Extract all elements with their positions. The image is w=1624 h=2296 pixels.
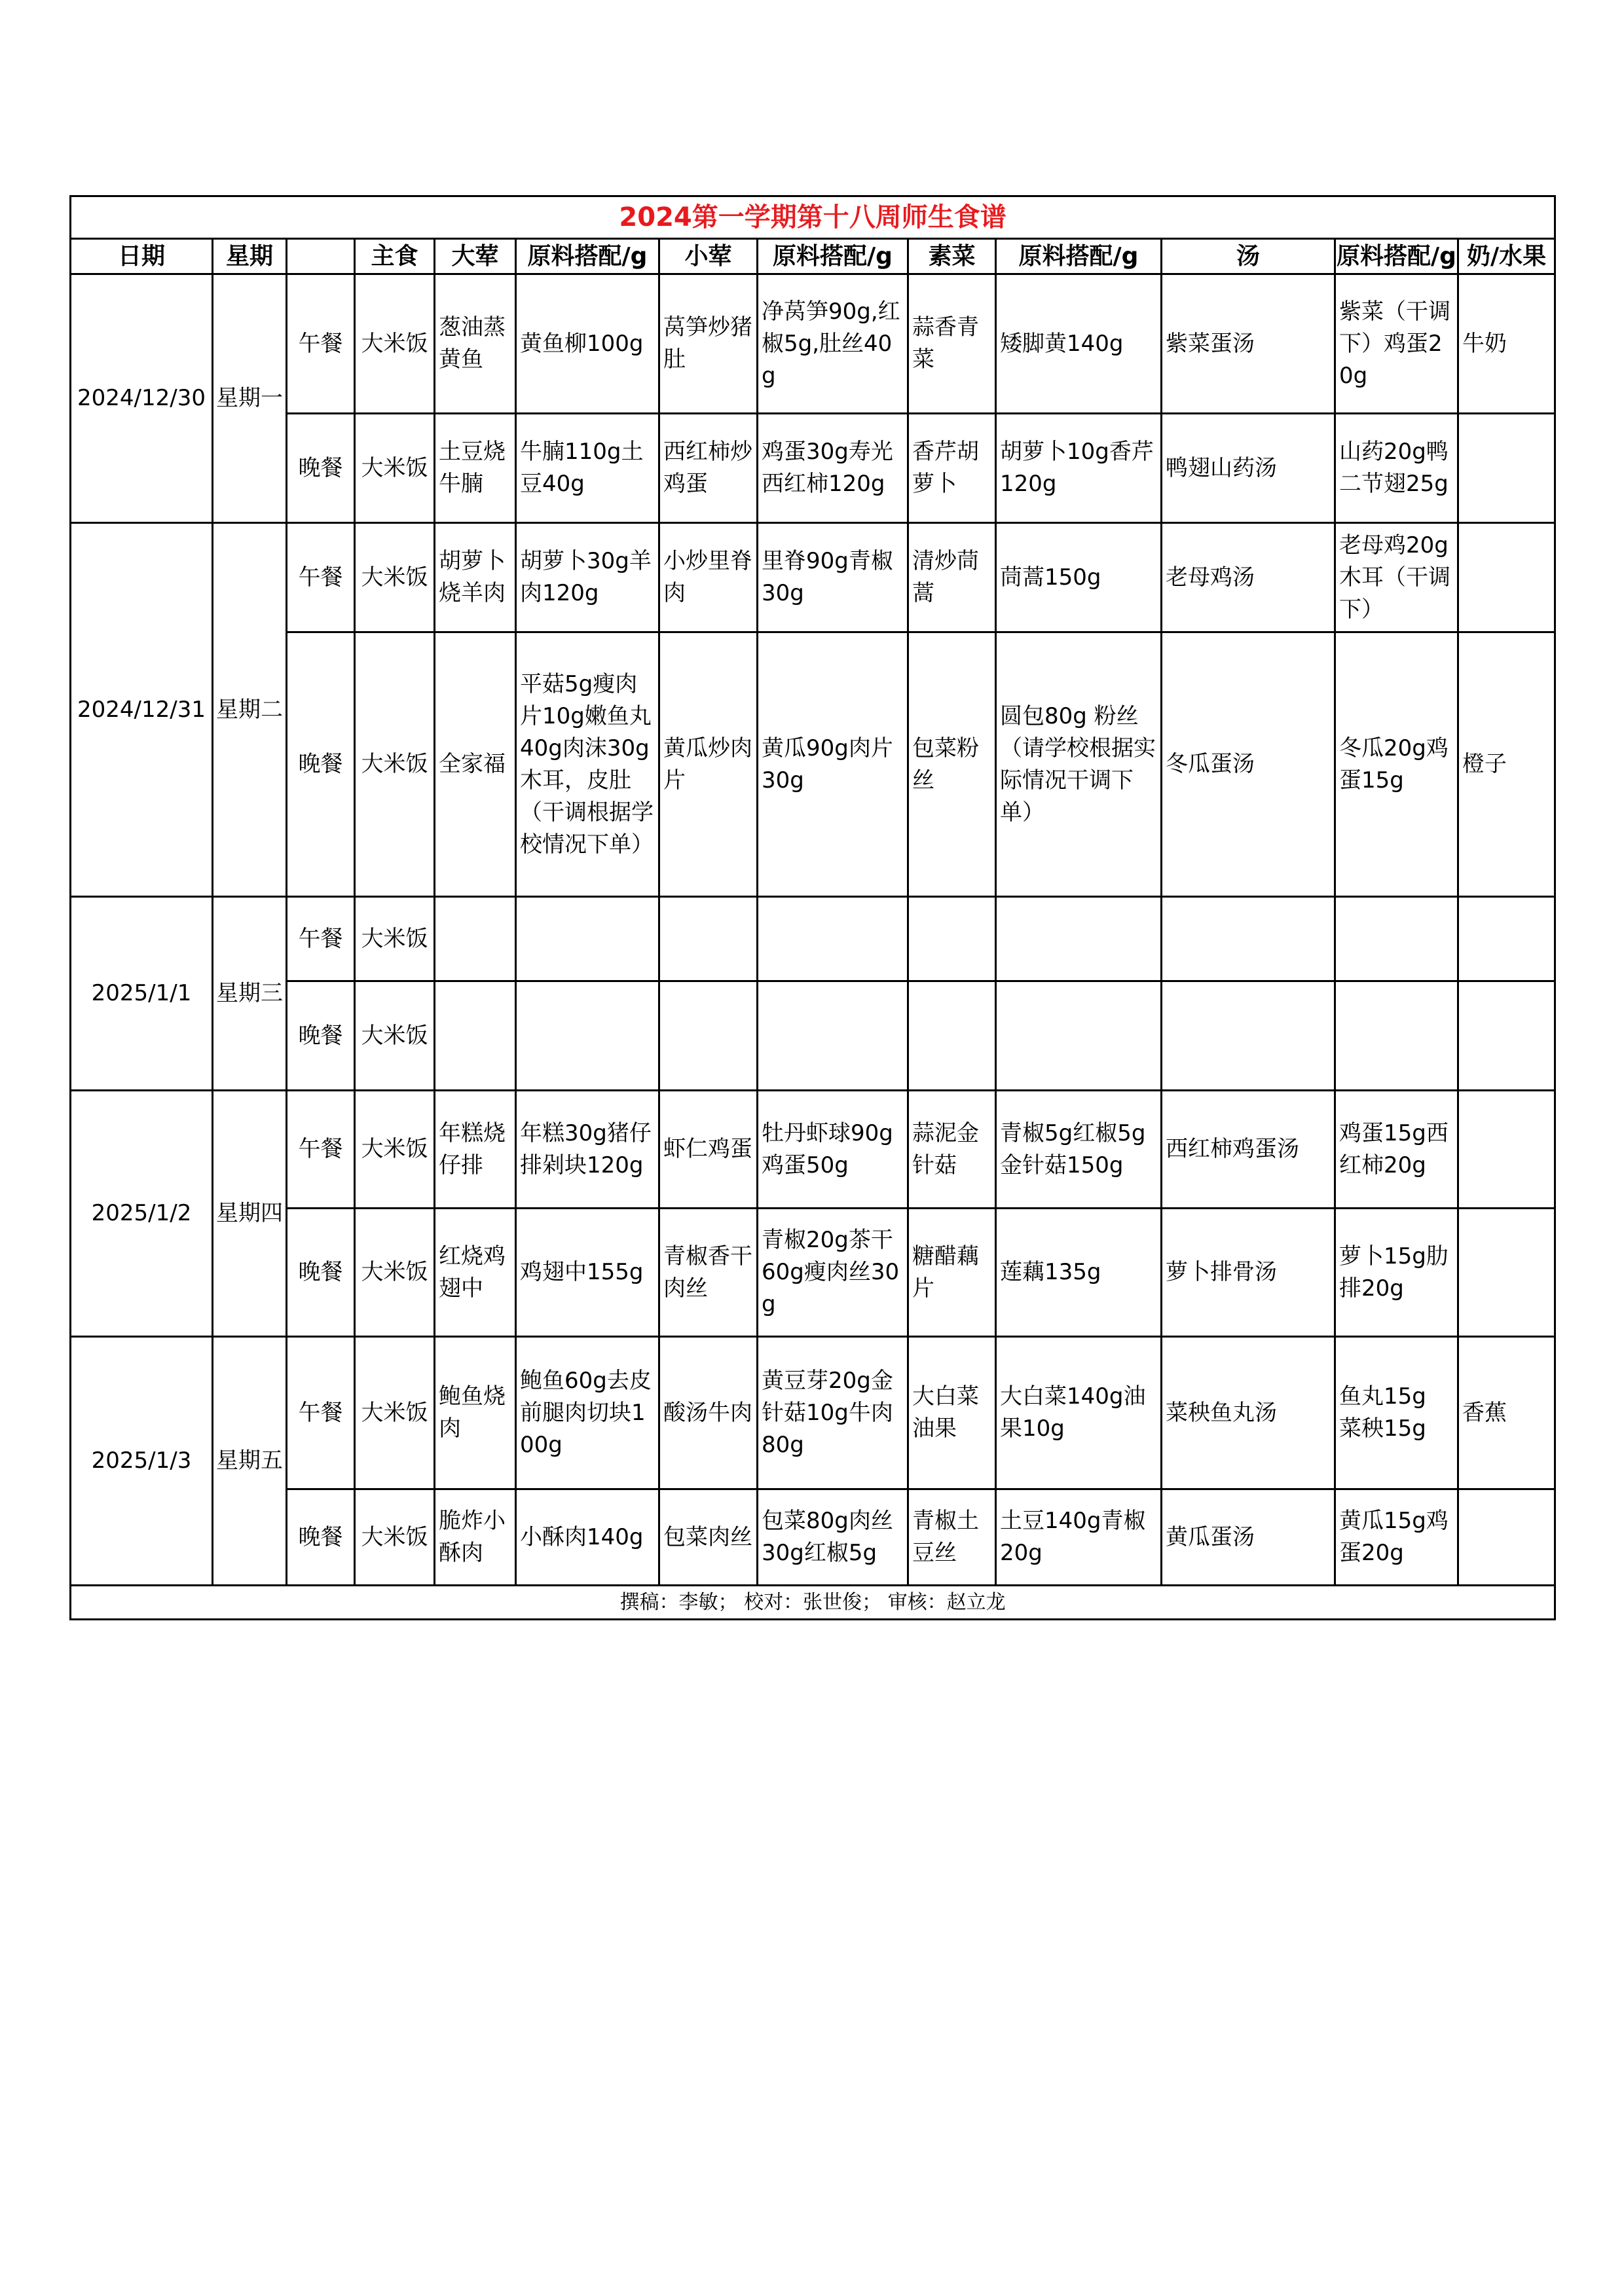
- header-date: 日期: [71, 239, 213, 274]
- header-small-meat-ingredients: 原料搭配/g: [758, 239, 908, 274]
- small-meat-cell: [659, 981, 758, 1091]
- big-meat-cell: 年糕烧仔排: [435, 1091, 516, 1209]
- milk-fruit-cell: [1458, 897, 1555, 981]
- meal-label: 午餐: [287, 274, 355, 414]
- date-cell: 2025/1/1: [71, 897, 213, 1091]
- table-row: [71, 274, 1555, 414]
- small-meat-ingredients-cell: 鸡蛋30g寿光西红柿120g: [758, 414, 908, 523]
- small-meat-ingredients-cell: 包菜80g肉丝30g红椒5g: [758, 1489, 908, 1586]
- soup-ingredients-cell: [1335, 897, 1458, 981]
- staple-cell: 大米饭: [355, 632, 435, 897]
- soup-ingredients-cell: 黄瓜15g鸡蛋20g: [1335, 1489, 1458, 1586]
- weekday-cell: 星期一: [213, 274, 287, 523]
- vegetable-ingredients-cell: 大白菜140g油果10g: [996, 1337, 1162, 1489]
- footer-credits: 撰稿：李敏； 校对：张世俊； 审核：赵立龙: [71, 1586, 1555, 1620]
- meal-label: 午餐: [287, 1337, 355, 1489]
- milk-fruit-cell: [1458, 1209, 1555, 1337]
- table-row: [71, 1091, 1555, 1209]
- meal-label: 晚餐: [287, 981, 355, 1091]
- small-meat-ingredients-cell: [758, 981, 908, 1091]
- meal-label: 午餐: [287, 897, 355, 981]
- small-meat-ingredients-cell: 净莴笋90g,红椒5g,肚丝40g: [758, 274, 908, 414]
- staple-cell: 大米饭: [355, 1091, 435, 1209]
- big-meat-ingredients-cell: 鲍鱼60g去皮前腿肉切块100g: [516, 1337, 659, 1489]
- weekday-cell: 星期三: [213, 897, 287, 1091]
- soup-ingredients-cell: 萝卜15g肋排20g: [1335, 1209, 1458, 1337]
- vegetable-ingredients-cell: [996, 981, 1162, 1091]
- menu-sheet: [69, 195, 1556, 1620]
- vegetable-ingredients-cell: 莲藕135g: [996, 1209, 1162, 1337]
- table-row: [71, 632, 1555, 897]
- small-meat-ingredients-cell: [758, 897, 908, 981]
- small-meat-cell: 小炒里脊肉: [659, 523, 758, 632]
- soup-ingredients-cell: 老母鸡20g木耳（干调下）: [1335, 523, 1458, 632]
- small-meat-cell: 西红柿炒鸡蛋: [659, 414, 758, 523]
- table-row: [71, 1337, 1555, 1489]
- small-meat-cell: 青椒香干肉丝: [659, 1209, 758, 1337]
- weekday-cell: 星期五: [213, 1337, 287, 1586]
- vegetable-cell: [908, 981, 996, 1091]
- header-soup-ingredients: 原料搭配/g: [1335, 239, 1458, 274]
- big-meat-cell: 葱油蒸黄鱼: [435, 274, 516, 414]
- vegetable-cell: 糖醋藕片: [908, 1209, 996, 1337]
- header-milk-fruit: 奶/水果: [1458, 239, 1555, 274]
- soup-ingredients-cell: 鱼丸15g 菜秧15g: [1335, 1337, 1458, 1489]
- meal-label: 午餐: [287, 523, 355, 632]
- header-big-meat: 大荤: [435, 239, 516, 274]
- soup-cell: 黄瓜蛋汤: [1162, 1489, 1335, 1586]
- table-row: [71, 1209, 1555, 1337]
- header-vegetable: 素菜: [908, 239, 996, 274]
- date-cell: 2024/12/30: [71, 274, 213, 523]
- soup-cell: 老母鸡汤: [1162, 523, 1335, 632]
- small-meat-cell: [659, 897, 758, 981]
- small-meat-cell: 酸汤牛肉: [659, 1337, 758, 1489]
- big-meat-cell: [435, 981, 516, 1091]
- staple-cell: 大米饭: [355, 1489, 435, 1586]
- table-title: 2024第一学期第十八周师生食谱: [71, 196, 1555, 239]
- header-staple: 主食: [355, 239, 435, 274]
- staple-cell: 大米饭: [355, 1337, 435, 1489]
- big-meat-ingredients-cell: 黄鱼柳100g: [516, 274, 659, 414]
- milk-fruit-cell: 牛奶: [1458, 274, 1555, 414]
- big-meat-cell: 鲍鱼烧肉: [435, 1337, 516, 1489]
- header-meal: [287, 239, 355, 274]
- table-row: [71, 897, 1555, 981]
- header-vegetable-ingredients: 原料搭配/g: [996, 239, 1162, 274]
- soup-cell: 萝卜排骨汤: [1162, 1209, 1335, 1337]
- small-meat-ingredients-cell: 青椒20g茶干60g瘦肉丝30g: [758, 1209, 908, 1337]
- big-meat-ingredients-cell: 年糕30g猪仔排剁块120g: [516, 1091, 659, 1209]
- table-row: [71, 414, 1555, 523]
- table-row: [71, 981, 1555, 1091]
- small-meat-cell: 虾仁鸡蛋: [659, 1091, 758, 1209]
- date-cell: 2025/1/2: [71, 1091, 213, 1337]
- soup-ingredients-cell: 山药20g鸭二节翅25g: [1335, 414, 1458, 523]
- staple-cell: 大米饭: [355, 523, 435, 632]
- meal-label: 晚餐: [287, 1209, 355, 1337]
- meal-label: 晚餐: [287, 1489, 355, 1586]
- big-meat-ingredients-cell: 胡萝卜30g羊肉120g: [516, 523, 659, 632]
- vegetable-ingredients-cell: 矮脚黄140g: [996, 274, 1162, 414]
- milk-fruit-cell: 橙子: [1458, 632, 1555, 897]
- table-row: [71, 523, 1555, 632]
- big-meat-cell: 红烧鸡翅中: [435, 1209, 516, 1337]
- milk-fruit-cell: [1458, 981, 1555, 1091]
- date-cell: 2024/12/31: [71, 523, 213, 897]
- big-meat-cell: 全家福: [435, 632, 516, 897]
- small-meat-ingredients-cell: 黄豆芽20g金针菇10g牛肉80g: [758, 1337, 908, 1489]
- header-row: [71, 239, 1555, 274]
- soup-cell: 鸭翅山药汤: [1162, 414, 1335, 523]
- big-meat-ingredients-cell: 平菇5g瘦肉片10g嫩鱼丸40g肉沫30g木耳，皮肚（干调根据学校情况下单）: [516, 632, 659, 897]
- vegetable-ingredients-cell: [996, 897, 1162, 981]
- meal-label: 晚餐: [287, 414, 355, 523]
- vegetable-cell: 蒜泥金针菇: [908, 1091, 996, 1209]
- vegetable-ingredients-cell: 茼蒿150g: [996, 523, 1162, 632]
- vegetable-cell: 大白菜油果: [908, 1337, 996, 1489]
- soup-ingredients-cell: 紫菜（干调下）鸡蛋20g: [1335, 274, 1458, 414]
- vegetable-cell: 清炒茼蒿: [908, 523, 996, 632]
- table-row: [71, 1489, 1555, 1586]
- vegetable-ingredients-cell: 胡萝卜10g香芹120g: [996, 414, 1162, 523]
- big-meat-cell: [435, 897, 516, 981]
- staple-cell: 大米饭: [355, 897, 435, 981]
- staple-cell: 大米饭: [355, 274, 435, 414]
- vegetable-cell: 香芹胡萝卜: [908, 414, 996, 523]
- small-meat-cell: 莴笋炒猪肚: [659, 274, 758, 414]
- small-meat-ingredients-cell: 里脊90g青椒30g: [758, 523, 908, 632]
- vegetable-ingredients-cell: 青椒5g红椒5g金针菇150g: [996, 1091, 1162, 1209]
- footer-row: [71, 1586, 1555, 1620]
- header-weekday: 星期: [213, 239, 287, 274]
- big-meat-cell: 土豆烧牛腩: [435, 414, 516, 523]
- soup-cell: [1162, 897, 1335, 981]
- small-meat-cell: 黄瓜炒肉片: [659, 632, 758, 897]
- soup-ingredients-cell: [1335, 981, 1458, 1091]
- soup-ingredients-cell: 冬瓜20g鸡蛋15g: [1335, 632, 1458, 897]
- milk-fruit-cell: [1458, 414, 1555, 523]
- menu-table: [69, 195, 1556, 1620]
- soup-cell: 菜秧鱼丸汤: [1162, 1337, 1335, 1489]
- header-soup: 汤: [1162, 239, 1335, 274]
- header-big-meat-ingredients: 原料搭配/g: [516, 239, 659, 274]
- soup-cell: 冬瓜蛋汤: [1162, 632, 1335, 897]
- meal-label: 午餐: [287, 1091, 355, 1209]
- big-meat-ingredients-cell: 小酥肉140g: [516, 1489, 659, 1586]
- big-meat-ingredients-cell: 牛腩110g土豆40g: [516, 414, 659, 523]
- weekday-cell: 星期二: [213, 523, 287, 897]
- weekday-cell: 星期四: [213, 1091, 287, 1337]
- staple-cell: 大米饭: [355, 981, 435, 1091]
- milk-fruit-cell: [1458, 523, 1555, 632]
- small-meat-ingredients-cell: 黄瓜90g肉片30g: [758, 632, 908, 897]
- small-meat-cell: 包菜肉丝: [659, 1489, 758, 1586]
- big-meat-ingredients-cell: 鸡翅中155g: [516, 1209, 659, 1337]
- milk-fruit-cell: [1458, 1489, 1555, 1586]
- small-meat-ingredients-cell: 牡丹虾球90g鸡蛋50g: [758, 1091, 908, 1209]
- milk-fruit-cell: 香蕉: [1458, 1337, 1555, 1489]
- big-meat-ingredients-cell: [516, 981, 659, 1091]
- staple-cell: 大米饭: [355, 414, 435, 523]
- staple-cell: 大米饭: [355, 1209, 435, 1337]
- big-meat-cell: 脆炸小酥肉: [435, 1489, 516, 1586]
- vegetable-cell: [908, 897, 996, 981]
- soup-cell: 紫菜蛋汤: [1162, 274, 1335, 414]
- milk-fruit-cell: [1458, 1091, 1555, 1209]
- meal-label: 晚餐: [287, 632, 355, 897]
- soup-cell: [1162, 981, 1335, 1091]
- big-meat-cell: 胡萝卜烧羊肉: [435, 523, 516, 632]
- vegetable-ingredients-cell: 土豆140g青椒20g: [996, 1489, 1162, 1586]
- date-cell: 2025/1/3: [71, 1337, 213, 1586]
- soup-cell: 西红柿鸡蛋汤: [1162, 1091, 1335, 1209]
- vegetable-cell: 蒜香青菜: [908, 274, 996, 414]
- soup-ingredients-cell: 鸡蛋15g西红柿20g: [1335, 1091, 1458, 1209]
- vegetable-cell: 青椒土豆丝: [908, 1489, 996, 1586]
- header-small-meat: 小荤: [659, 239, 758, 274]
- vegetable-ingredients-cell: 圆包80g 粉丝（请学校根据实际情况干调下单）: [996, 632, 1162, 897]
- big-meat-ingredients-cell: [516, 897, 659, 981]
- vegetable-cell: 包菜粉丝: [908, 632, 996, 897]
